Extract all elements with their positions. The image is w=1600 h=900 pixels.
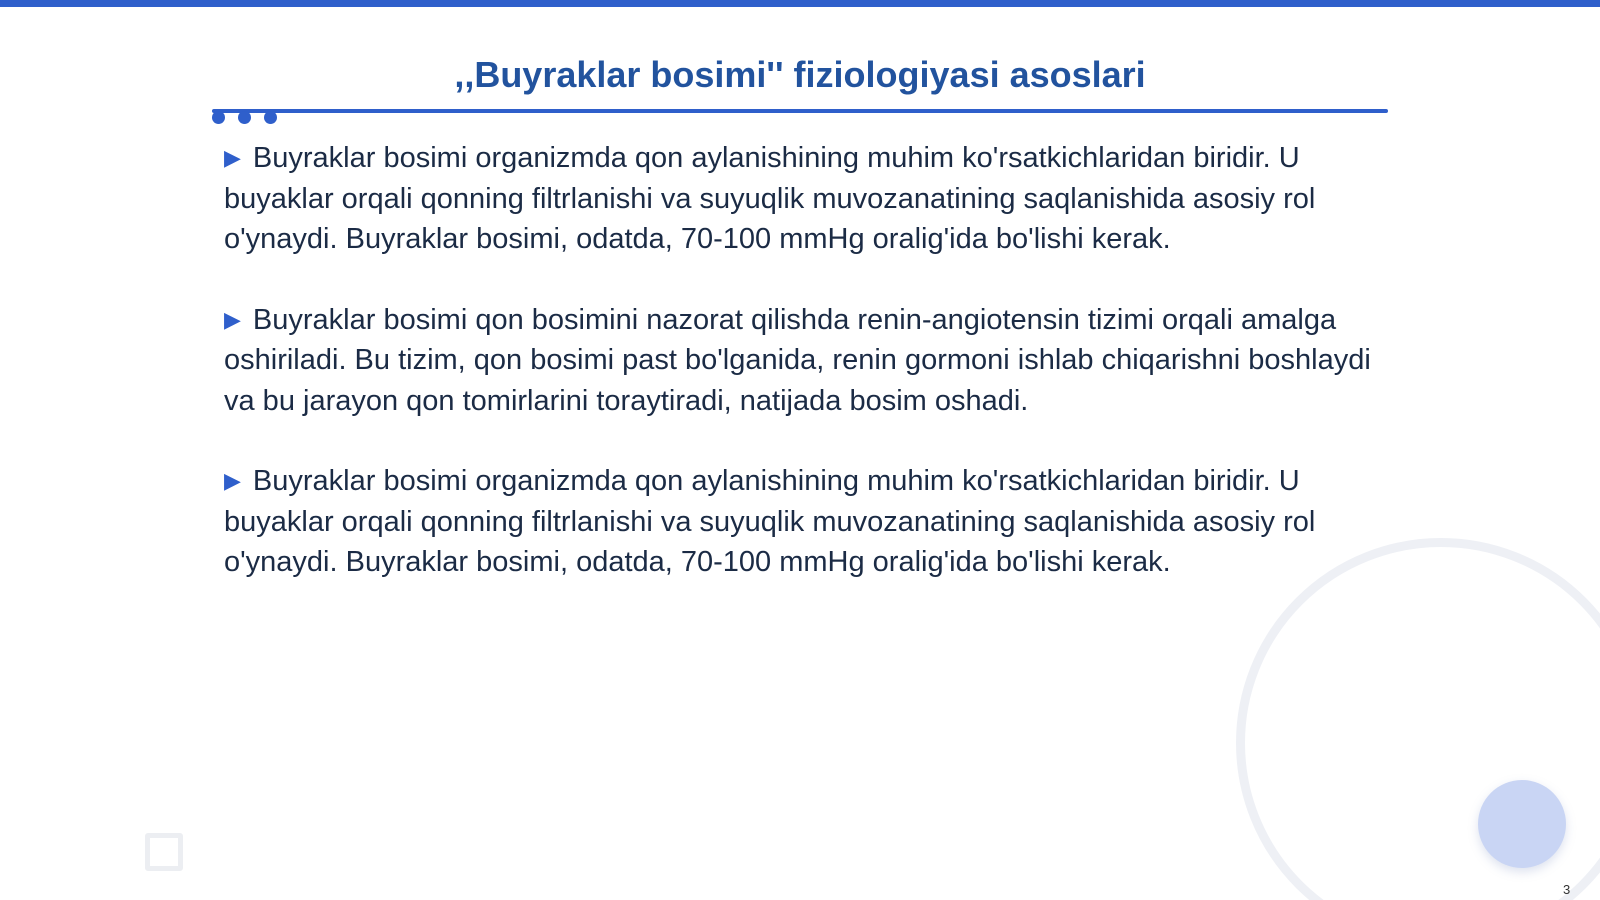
top-accent-bar	[0, 0, 1600, 7]
dot-decoration	[212, 111, 225, 124]
decorative-square	[145, 833, 183, 871]
title-underline-dots	[212, 111, 277, 125]
dot-decoration	[238, 111, 251, 124]
triangle-bullet-icon: ▶	[224, 306, 241, 332]
paragraph-text: Buyraklar bosimi organizmda qon aylanishining muhim ko'rsatkichlaridan biridir. U buyaklar orqali qonning filtrlanishi va suyuqlik muvozanatining saqlanishida asosiy rol o'ynaydi. Buyraklar bosimi, odatda, 70-100 mmHg oralig'ida bo'lishi kerak.	[224, 142, 1316, 255]
bullet-paragraph	[224, 461, 1374, 583]
paragraph-text: Buyraklar bosimi organizmda qon aylanishining muhim ko'rsatkichlaridan biridir. U buyaklar orqali qonning filtrlanishi va suyuqlik muvozanatining saqlanishida asosiy rol o'ynaydi. Buyraklar bosimi, odatda, 70-100 mmHg oralig'ida bo'lishi kerak.	[224, 465, 1316, 578]
paragraph-text: Buyraklar bosimi qon bosimini nazorat qilishda renin-angiotensin tizimi orqali amalga oshiriladi. Bu tizim, qon bosimi past bo'lganida, renin gormoni ishlab chiqarishni boshlaydi va bu jarayon qon tomirlarini toraytiradi, natijada bosim oshadi.	[224, 303, 1371, 417]
dot-decoration	[264, 111, 277, 124]
slide-title: ,,Buyraklar bosimi'' fiziologiyasi asoslari	[454, 54, 1146, 95]
decorative-circle	[1478, 780, 1566, 868]
page-number: 3	[1563, 882, 1571, 897]
bullet-paragraph	[224, 138, 1374, 260]
triangle-bullet-icon: ▶	[224, 468, 241, 493]
slide-content	[224, 138, 1374, 623]
title-underline	[212, 109, 1388, 113]
triangle-bullet-icon: ▶	[224, 145, 241, 170]
bullet-paragraph	[224, 300, 1374, 422]
